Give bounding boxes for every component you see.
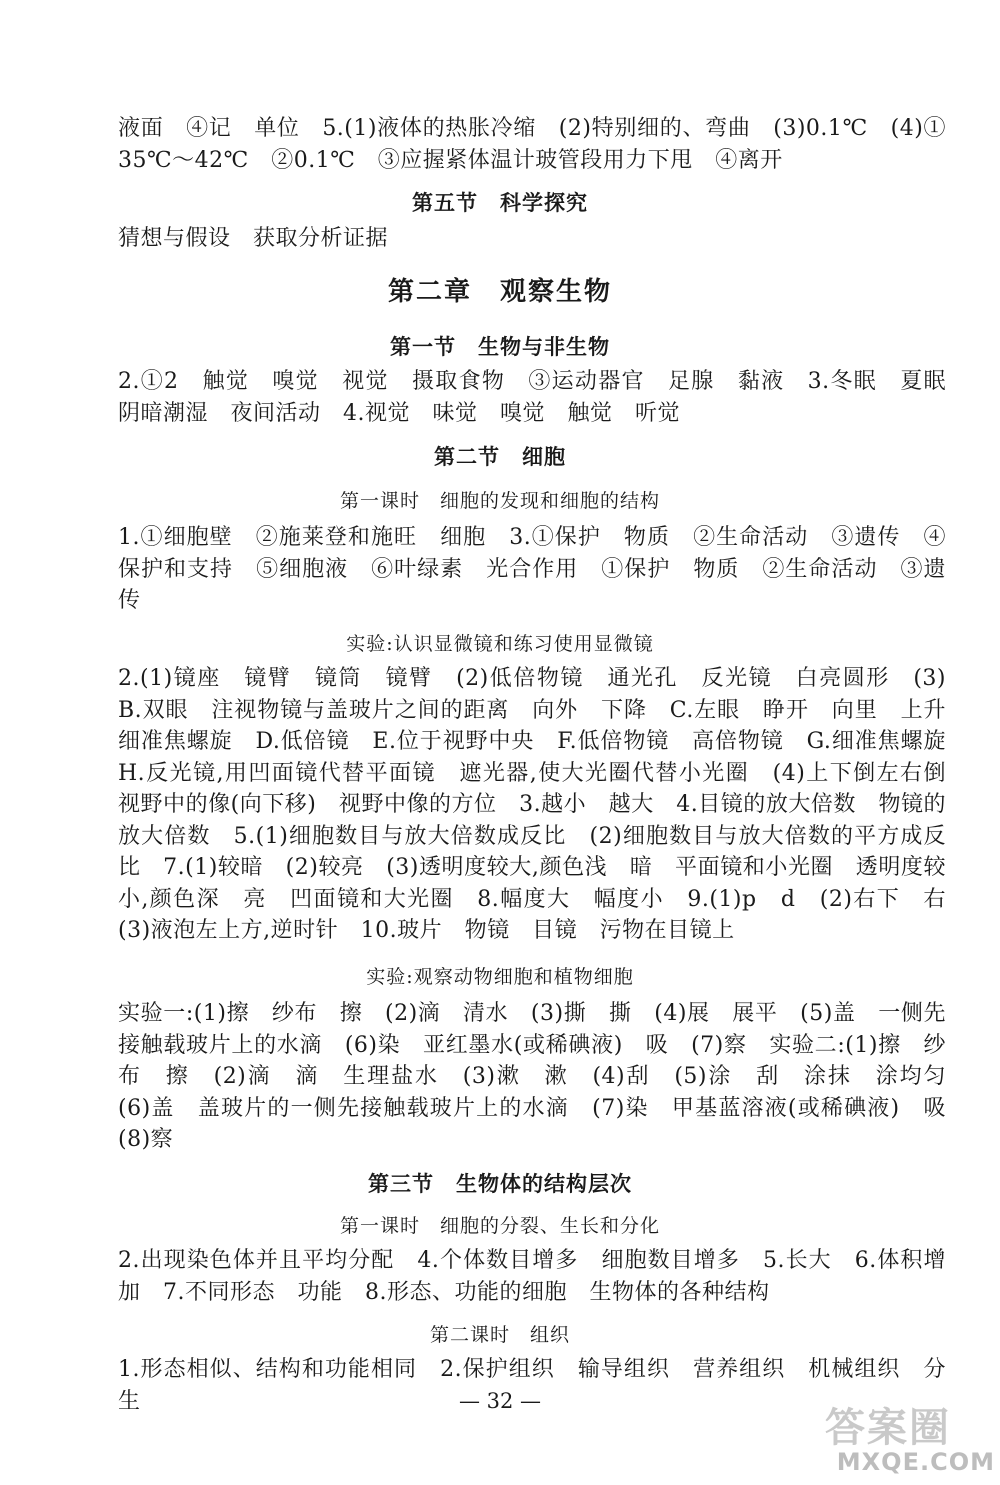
answer-paragraph: 猜想与假设 获取分析证据 [118,226,389,251]
section-heading: 第五节 科学探究 [412,191,588,215]
lesson-subheading: 实验:认识显微镜和练习使用显微镜 [346,633,654,655]
watermark-url: MXQE.COM [836,1448,995,1476]
answer-paragraph: 1.形态相似、结构和功能相同 2.保护组织 输导组织 营养组织 机械组织 分生 [118,1357,946,1414]
answer-paragraph: 液面 ④记 单位 5.(1)液体的热胀冷缩 (2)特别细的、弯曲 (3)0.1℃ (4)① 35℃～42℃ ②0.1℃ ③应握紧体温计玻管段用力下甩 ④离开 [118,116,946,173]
chapter-heading: 第二章 观察生物 [387,277,612,307]
section-heading: 第一节 生物与非生物 [390,335,610,359]
answer-paragraph: 2.①2 触觉 嗅觉 视觉 摄取食物 ③运动器官 足腺 黏液 3.冬眠 夏眠 阴暗潮湿 夜间活动 4.视觉 味觉 嗅觉 触觉 听觉 [118,369,969,426]
answer-paragraph: 2.(1)镜座 镜臂 镜筒 镜臂 (2)低倍物镜 通光孔 反光镜 白亮圆形 (3) B.双眼 注视物镜与盖玻片之间的距离 向外 下降 C.左眼 睁开 向里 上升 细准焦螺旋 D.低倍镜 E.位于视野中央 F.低倍物镜 高倍物镜 G.细准焦螺旋 H.反光镜,用凹面镜代替平面镜 遮光器,使大光圈代替小光圈 (4)上下倒左右倒 视野中的像(向下移) 视野中像的方位 3.越小 越大 4.目镜的放大倍数 物镜的放大倍数 5.(1)细胞数目与放大倍数成反比 (2)细胞数目与放大倍数的平方成反比 7.(1)较暗 (2)较亮 (3)透明度较大,颜色浅 暗 平面镜和小光圈 透明度较小,颜色深 亮 凹面镜和大光圈 8.幅度大 幅度小 9.(1)p d (2)右下 右 (3)液泡左上方,逆时针 10.玻片 物镜 目镜 污物在目镜上 [118,666,969,943]
watermark [815,1396,995,1482]
lesson-subheading: 第一课时 细胞的分裂、生长和分化 [339,1215,660,1237]
lesson-subheading: 实验:观察动物细胞和植物细胞 [366,966,634,988]
answer-paragraph: 实验一:(1)擦 纱布 擦 (2)滴 清水 (3)撕 撕 (4)展 展平 (5)盖 一侧先接触载玻片上的水滴 (6)染 亚红墨水(或稀碘液) 吸 (7)察 实验二:(1)擦 纱布 擦 (2)滴 滴 生理盐水 (3)漱 漱 (4)刮 (5)涂 刮 涂抹 涂均匀 (6)盖 盖玻片的一侧先接触载玻片上的水滴 (7)染 甲基蓝溶液(或稀碘液) 吸 (8)察 [118,1001,969,1152]
lesson-subheading: 第一课时 细胞的发现和细胞的结构 [339,490,660,512]
section-heading: 第二节 细胞 [434,445,566,469]
answer-paragraph: 1.①细胞壁 ②施莱登和施旺 细胞 3.①保护 物质 ②生命活动 ③遗传 ④保护和支持 ⑤细胞液 ⑥叶绿素 光合作用 ①保护 物质 ②生命活动 ③遗传 [118,525,946,613]
section-heading: 第三节 生物体的结构层次 [368,1172,632,1196]
page-number: — 32 — [458,1389,542,1413]
lesson-subheading: 第二课时 组织 [429,1324,570,1346]
watermark-logo: 答案圈 [825,1405,951,1451]
answer-paragraph: 2.出现染色体并且平均分配 4.个体数目增多 细胞数目增多 5.长大 6.体积增加 7.不同形态 功能 8.形态、功能的细胞 生物体的各种结构 [118,1248,946,1305]
